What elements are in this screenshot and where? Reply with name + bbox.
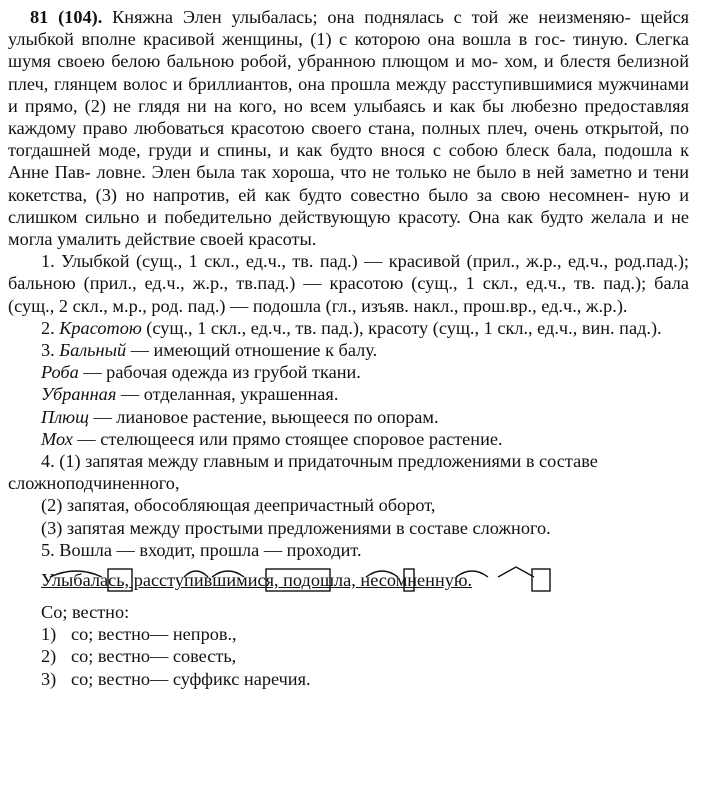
morpheme-words: Улыбалась, расступившимися, подошла, несомненную. <box>41 570 473 591</box>
passage-line: кокетства, (3) но напротив, ей как будто совестно было за свою несомнен- <box>8 184 630 205</box>
answer-4-line: (2) запятая, обособляющая деепричастный оборот, <box>41 495 436 516</box>
co-analysis <box>8 601 689 690</box>
answer-3-prefix: 3. <box>41 340 60 361</box>
definition-row <box>8 383 689 405</box>
passage-line: хом, и блестя белизной плеч, глянцем волос и бриллиантов, она прошла <box>8 51 689 94</box>
answer-2-prefix: 2. <box>41 317 60 338</box>
definition-text: — стелющееся или прямо стоящее споровое растение. <box>72 428 503 449</box>
passage-line: груди и спины, и как будто внося с собою блеск бала, подошла к Анне Пав- <box>8 140 689 183</box>
definition-row <box>8 361 689 383</box>
definition-text: — лиановое растение, вьющееся по опорам. <box>88 406 439 427</box>
answer-2-word: Красотою <box>59 317 142 338</box>
definition-text: — отделанная, украшенная. <box>116 384 339 405</box>
passage-line: щейся улыбкой вполне красивой женщины, (1) с которою она вошла в гос- <box>8 7 689 50</box>
co-word: со; вестно <box>71 646 151 667</box>
morpheme-analysis <box>8 569 689 597</box>
passage-line: тиную. Слегка шумя своею белою бальною робой, убранною плющом и мо- <box>8 29 689 72</box>
answer-1 <box>8 250 689 317</box>
exercise-passage <box>8 6 689 250</box>
co-row <box>41 623 689 645</box>
passage-line: между расступившимися мужчинами и прямо, (2) не глядя ни на кого, но <box>8 73 689 116</box>
answer-1-line: 1. Улыбкой (сущ., 1 скл., ед.ч., тв. пад.) — красивой (прил., ж.р., ед.ч., <box>41 251 609 272</box>
answer-2 <box>8 317 689 339</box>
co-word: со; вестно <box>71 668 151 689</box>
answer-2-rest: (сущ., 1 скл., ед.ч., тв. пад.), красоту (сущ., 1 скл., ед.ч., <box>141 317 578 338</box>
definition-term: Бальный <box>59 340 127 361</box>
answer-5: 5. Вошла — входит, прошла — проходит. <box>41 539 362 560</box>
passage-line: ную и слишком сильно и победительно действующую красоту. Она как <box>8 184 689 227</box>
co-word: со; вестно <box>71 624 151 645</box>
answer-1-line: накл., прош.вр., ед.ч., ж.р.). <box>413 295 628 316</box>
definition-term: Плющ <box>41 406 89 427</box>
answer-1-line: ед.ч., тв. пад.); бала (сущ., 2 скл., м.р., род. пад.) — подошла (гл., изъяв. <box>8 273 689 316</box>
passage-line: ловне. Элен была так хороша, что не только не было в ней заметно и тени <box>96 162 689 183</box>
definition-row <box>8 428 689 450</box>
co-number: 1) <box>41 624 57 645</box>
passage-line: Княжна Элен улыбалась; она поднялась с той же неизменяю- <box>112 7 631 27</box>
co-row <box>41 668 689 690</box>
exercise-number: 81 (104). <box>30 7 103 27</box>
co-rest: — непров., <box>150 624 237 645</box>
co-rest: — суффикс наречия. <box>150 668 311 689</box>
answer-4-line: сложноподчиненного, <box>8 473 180 494</box>
definition-text: — имеющий отношение к балу. <box>126 340 378 361</box>
passage-line: всем улыбаясь и как бы любезно предоставляя каждому право любоваться <box>8 95 689 139</box>
definition-term: Мох <box>41 428 73 449</box>
passage-line: будто желала и не могла умалить действие своей красоты. <box>8 206 689 250</box>
answer-1-line: род.пад.); бальною (прил., ед.ч., ж.р., тв.пад.) — красотою (сущ., 1 скл., <box>8 251 689 294</box>
definition-row <box>8 339 689 361</box>
definition-term: Убранная <box>41 384 117 405</box>
definition-term: Роба <box>41 362 79 383</box>
passage-line: красотою своего стана, полных плеч, очень открытой, по тогдашней моде, <box>8 118 689 161</box>
answer-4-line: (3) запятая между простыми предложениями в составе сложного. <box>41 517 551 538</box>
definition-text: — рабочая одежда из грубой ткани. <box>78 362 361 383</box>
co-number: 2) <box>41 646 57 667</box>
answer-2-line2: вин. пад.). <box>581 317 662 338</box>
co-heading: Со; вестно: <box>41 602 130 623</box>
co-row <box>41 645 689 667</box>
answer-4-line: 4. (1) запятая между главным и придаточным предложениями в составе <box>41 451 598 472</box>
definition-row <box>8 406 689 428</box>
co-rest: — совесть, <box>150 646 237 667</box>
co-number: 3) <box>41 668 57 689</box>
